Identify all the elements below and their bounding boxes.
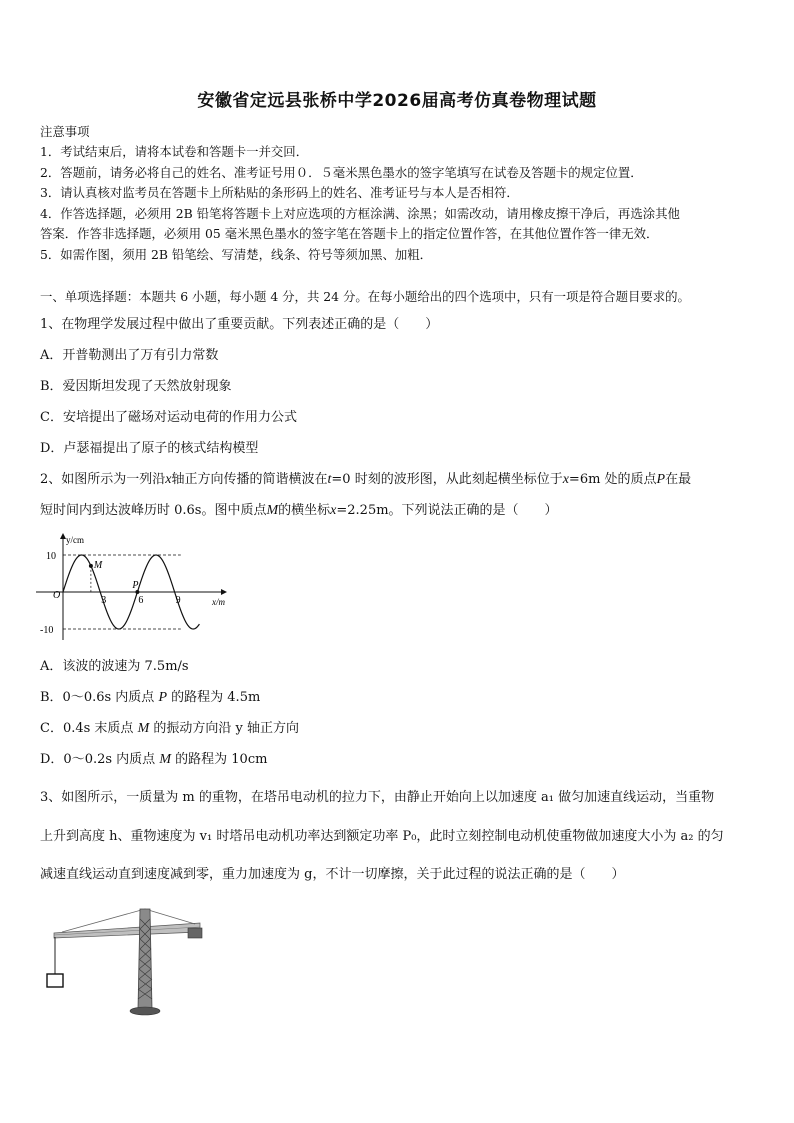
var-p: P [158, 690, 168, 705]
var-p: P [656, 472, 666, 487]
question-2-option-c [40, 717, 299, 737]
y-tick-label: 10 [46, 551, 56, 562]
point-m-label: M [93, 559, 103, 571]
y-tick-label: -10 [40, 625, 54, 636]
stem-text: =0 时刻的波形图，从此刻起横坐标位于 [331, 472, 563, 487]
question-1-option-d: D．卢瑟福提出了原子的核式结构模型 [40, 441, 259, 456]
tick-labels [40, 551, 181, 636]
question-3-stem-line1: 3、如图所示，一质量为 m 的重物，在塔吊电动机的拉力下，由静止开始向上以加速度 a₁ 做匀加速直线运动，当重物 [40, 790, 715, 805]
question-1-option-c: C．安培提出了磁场对运动电荷的作用力公式 [40, 410, 297, 425]
question-1-stem: 1、在物理学发展过程中做出了重要贡献。下列表述正确的是（ ） [40, 317, 439, 332]
question-2-option-b [40, 686, 260, 706]
notice-item: 4．作答选择题，必须用 2B 铅笔将答题卡上对应选项的方框涂满、涂黑；如需改动，请用橡皮擦干净后，再选涂其他 [40, 206, 680, 221]
load-box [47, 974, 63, 987]
question-1-option-a: A．开普勒测出了万有引力常数 [40, 348, 219, 363]
question-2-option-a [40, 655, 189, 674]
stem-text: =2.25m。下列说法正确的是（ ） [336, 503, 558, 518]
var-m: M [266, 503, 279, 518]
tower-crane-illustration [40, 905, 215, 1020]
option-text: 的振动方向沿 y 轴正方向 [153, 721, 299, 736]
question-2-option-d [40, 748, 267, 768]
option-text: C．0.4s 末质点 [40, 721, 134, 736]
crane-jib [54, 923, 200, 938]
notice-heading: 注意事项 [40, 124, 90, 139]
x-tick-label: 3 [101, 595, 107, 606]
notice-item: 答案．作答非选择题，必须用 05 毫米黑色墨水的签字笔在答题卡上的指定位置作答，在其他位置作答一律无效． [40, 226, 659, 241]
x-tick-label: 9 [175, 595, 181, 606]
counterweight [188, 928, 202, 938]
page-title: 安徽省定远县张桥中学2026届高考仿真卷物理试题 [197, 91, 597, 111]
wave-graph [36, 530, 236, 642]
option-text: 的路程为 4.5m [171, 690, 261, 705]
stem-text: =6m 处的质点 [568, 472, 657, 487]
var-x: x [330, 503, 337, 518]
stem-text: 2、如图所示为一列沿 [40, 472, 166, 487]
crane-base [130, 1007, 160, 1015]
option-text: D．0～0.2s 内质点 [40, 752, 156, 767]
notice-item: 1．考试结束后，请将本试卷和答题卡一并交回． [40, 144, 309, 159]
origin-label: O [53, 590, 61, 601]
wave-points [89, 560, 139, 594]
option-text: 的路程为 10cm [175, 752, 268, 767]
notice-item: 5．如需作图，须用 2B 铅笔绘、写清楚，线条、符号等须加黑、加粗． [40, 247, 433, 262]
notice-item: 2．答题前，请务必将自己的姓名、准考证号用０．５毫米黑色墨水的签字笔填写在试卷及答题卡的规定位置． [40, 165, 643, 180]
section-heading: 一、单项选择题：本题共 6 小题，每小题 4 分，共 24 分。在每小题给出的四个选项中，只有一项是符合题目要求的。 [40, 289, 690, 304]
question-3-stem-line3: 减速直线运动直到速度减到零，重力加速度为 g，不计一切摩擦，关于此过程的说法正确的是（ ） [40, 867, 625, 882]
stem-text: 的横坐标 [278, 503, 331, 518]
stem-text: 短时间内到达波峰历时 0.6s。图中质点 [40, 503, 267, 518]
stem-text: 在最 [665, 472, 692, 487]
question-1-option-b: B．爱因斯坦发现了天然放射现象 [40, 379, 232, 394]
question-2-stem-line1 [40, 468, 691, 488]
var-m: M [159, 752, 171, 767]
point-m-marker [89, 564, 93, 568]
option-text: A．该波的波速为 7.5m/s [40, 659, 189, 674]
var-x: x [165, 472, 172, 487]
var-m: M [137, 721, 150, 736]
var-t: t [327, 472, 332, 487]
notice-item: 3．请认真核对监考员在答题卡上所粘贴的条形码上的姓名、准考证号与本人是否相符． [40, 185, 519, 200]
question-3-stem-line2: 上升到高度 h、重物速度为 v₁ 时塔吊电动机功率达到额定功率 P₀，此时立刻控制电动机使重物做加速度大小为 a₂ 的匀 [40, 829, 724, 844]
y-axis-label: y/cm [66, 535, 84, 545]
var-x: x [562, 472, 569, 487]
x-axis-label: x/m [212, 597, 225, 607]
option-text: B．0～0.6s 内质点 [40, 690, 155, 705]
stem-text: 轴正方向传播的简谐横波在 [171, 472, 328, 487]
x-tick-label: 6 [138, 595, 144, 606]
question-2-stem-line2 [40, 499, 558, 519]
point-p-label: P [132, 580, 139, 591]
